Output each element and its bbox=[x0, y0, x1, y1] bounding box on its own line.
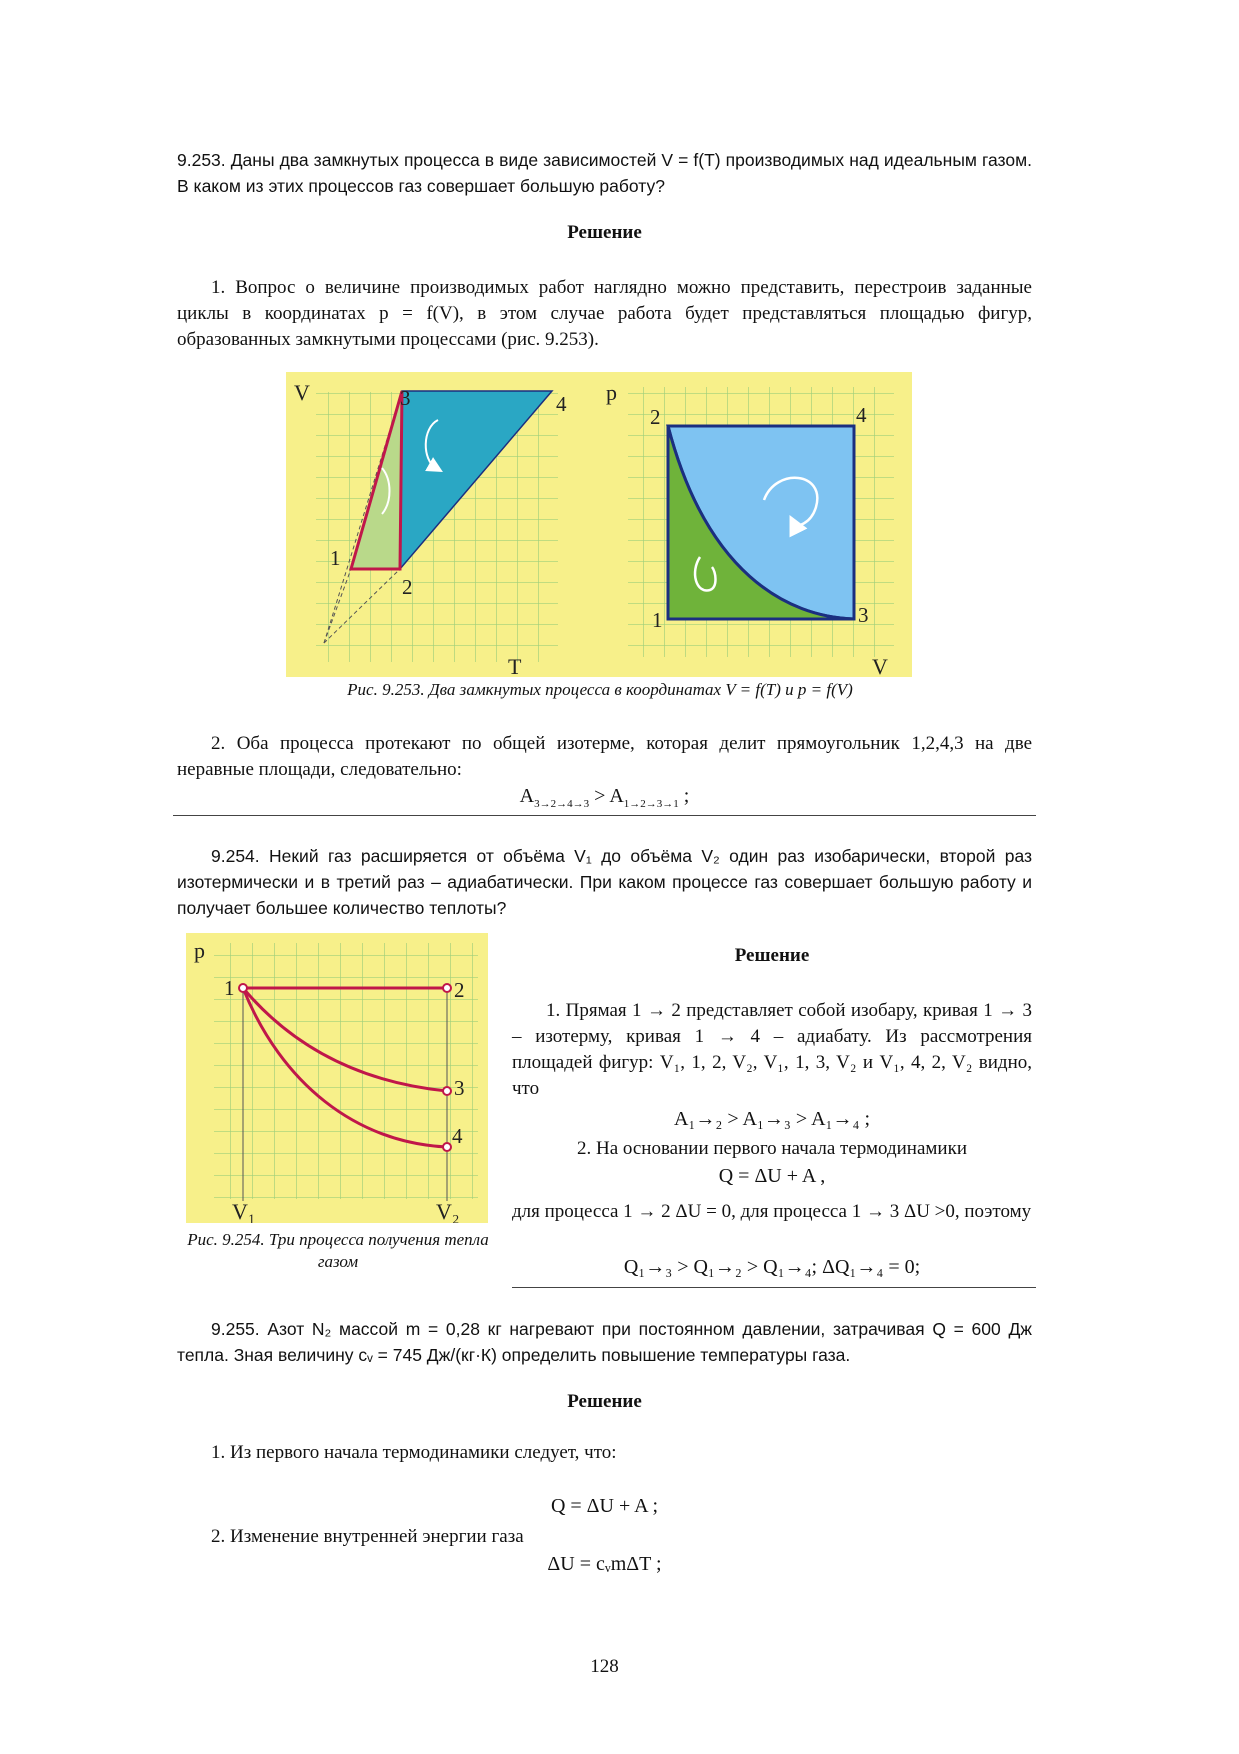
solution-heading-9254: Решение bbox=[734, 945, 810, 966]
divider-9254 bbox=[512, 1287, 1036, 1288]
formula-9253-b: A bbox=[609, 785, 624, 807]
solution-9254-step3: для процесса 1 → 2 ΔU = 0, для процесса 1 → 3 ΔU >0, поэтому bbox=[512, 1201, 1032, 1222]
formula-9253-op: > bbox=[589, 785, 610, 807]
figure-9254-caption: Рис. 9.254. Три процесса получения тепла газом bbox=[187, 1230, 489, 1271]
formula-9254-3: Q₁→₃ > Q₁→₂ > Q₁→₄; ΔQ₁→₄ = 0; bbox=[623, 1256, 921, 1278]
point-3-marker bbox=[443, 1087, 451, 1095]
divider-9253 bbox=[173, 815, 1036, 816]
left-point-2: 2 bbox=[402, 575, 413, 599]
figure-9253 bbox=[286, 372, 912, 677]
left-xlabel: T bbox=[508, 654, 522, 677]
solution-9254-step1: 1. Прямая 1 → 2 представляет собой изобару, кривая 1 → 3 – изотерму, кривая 1 → 4 – адиабату. Из рассмотрения площадей фигур: V₁, 1, 2, V₂, V₁, 1, 3, V₂ и V₁, 4, 2, V₂ видно, что bbox=[512, 1000, 1032, 1099]
right-point-1: 1 bbox=[652, 608, 663, 632]
problem-9253-statement: 9.253. Даны два замкнутых процесса в виде зависимостей V = f(T) производимых над идеальным газом. В каком из этих процессов газ совершает большую работу? bbox=[177, 150, 1032, 196]
right-point-3: 3 bbox=[858, 603, 869, 627]
solution-heading-9255: Решение bbox=[567, 1391, 642, 1412]
fig9254-ylabel: p bbox=[194, 938, 205, 963]
formula-9253-sub-b: 1→2→3→1 bbox=[623, 798, 679, 810]
problem-9254-statement: 9.254. Некий газ расширяется от объёма V₁ до объёма V₂ один раз изобарически, второй раз изотермически и в третий раз – адиабатически. При каком процессе газ совершает большую работу и получает большее количество теплоты? bbox=[177, 846, 1032, 918]
right-point-2: 2 bbox=[650, 405, 661, 429]
right-ylabel: p bbox=[606, 380, 617, 405]
solution-9253-step2: 2. Оба процесса протекают по общей изотерме, которая делит прямоугольник 1,2,4,3 на две неравные площади, следовательно: bbox=[177, 733, 1032, 780]
left-ylabel: V bbox=[294, 380, 310, 405]
formula-9255-1: Q = ΔU + A ; bbox=[550, 1495, 659, 1517]
formula-9253-end: ; bbox=[678, 785, 690, 807]
figure-9253-caption: Рис. 9.253. Два замкнутых процесса в координатах V = f(T) и p = f(V) bbox=[347, 680, 853, 699]
point-4-marker bbox=[443, 1143, 451, 1151]
solution-heading-9253: Решение bbox=[567, 222, 642, 243]
solution-9254-step2: 2. На основании первого начала термодинамики bbox=[576, 1138, 967, 1159]
left-point-1: 1 bbox=[330, 546, 341, 570]
fig9254-point-3: 3 bbox=[454, 1076, 465, 1100]
formula-9253-a: A bbox=[519, 785, 535, 807]
problem-9255-statement: 9.255. Азот N₂ массой m = 0,28 кг нагревают при постоянном давлении, затрачивая Q = 600 Дж тепла. Зная величину cᵥ = 745 Дж/(кг·К) определить повышение температуры газа. bbox=[177, 1319, 1032, 1365]
figure-9253-svg bbox=[286, 372, 912, 677]
formula-9253-sub-a: 3→2→4→3 bbox=[534, 798, 590, 810]
formula-9255-2: ΔU = cᵥmΔT ; bbox=[547, 1553, 662, 1575]
formula-9254-2: Q = ΔU + A , bbox=[718, 1165, 826, 1187]
fig9254-v1: V₁ bbox=[232, 1199, 256, 1223]
right-point-4: 4 bbox=[856, 403, 867, 427]
formula-9253 bbox=[177, 785, 1032, 810]
solution-9253-step1: 1. Вопрос о величине производимых работ наглядно можно представить, перестроив заданные циклы в координатах p = f(V), в этом случае работа будет представляться площадью фигур, образованных замкнутыми процессами (рис. 9.253). bbox=[177, 277, 1032, 350]
fig9254-point-2: 2 bbox=[454, 978, 465, 1002]
fig9254-point-4: 4 bbox=[452, 1124, 463, 1148]
figure-9254 bbox=[186, 933, 488, 1223]
fig9254-point-1: 1 bbox=[224, 976, 235, 1000]
fig9254-v2: V₂ bbox=[436, 1199, 460, 1223]
point-1-marker bbox=[239, 984, 247, 992]
formula-9254-1: A₁→₂ > A₁→₃ > A₁→₄ ; bbox=[673, 1108, 871, 1130]
left-point-3: 3 bbox=[400, 386, 411, 410]
figure-9254-svg bbox=[186, 933, 488, 1223]
left-point-4: 4 bbox=[556, 392, 567, 416]
page-number: 128 bbox=[590, 1656, 619, 1677]
solution-9255-step2: 2. Изменение внутренней энергии газа bbox=[211, 1526, 524, 1547]
solution-9255-step1: 1. Из первого начала термодинамики следует, что: bbox=[211, 1442, 617, 1463]
point-2-marker bbox=[443, 984, 451, 992]
right-xlabel: V bbox=[872, 654, 888, 677]
figure-9254-grid bbox=[214, 943, 478, 1199]
